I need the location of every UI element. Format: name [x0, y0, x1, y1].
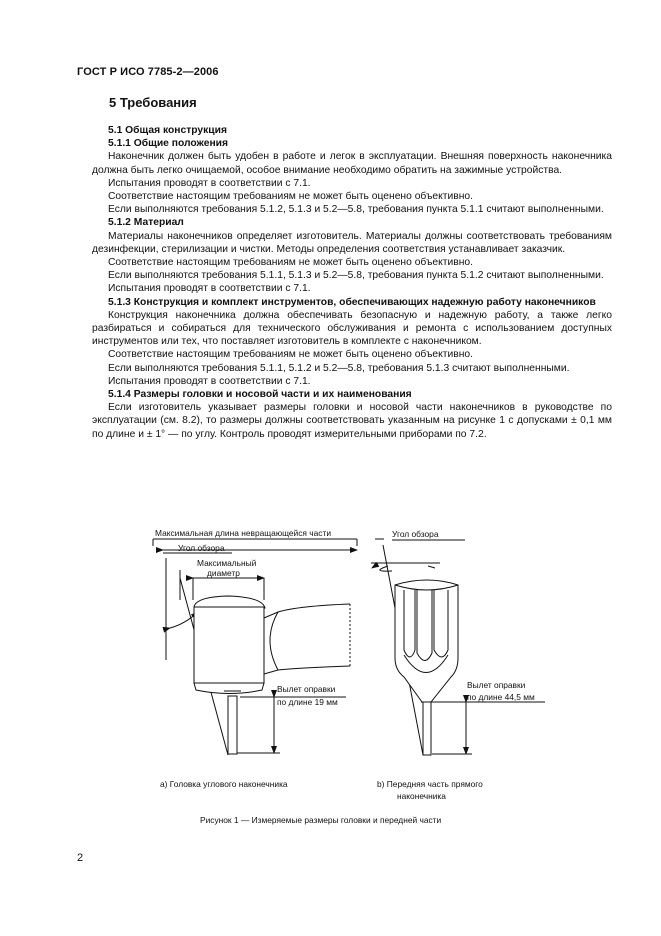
caption-b-line2: наконечника — [397, 791, 446, 801]
paragraph: Если изготовитель указывает размеры головки и носовой части наконечников в руководстве по эксплуатации (см. 8.2), то размеры должны соответствовать указанным на рисунке 1 с допусками ± 0,1 мм по длине и ± 1° — по углу. Контроль проводят измерительными приборами по 7.2. — [92, 402, 612, 440]
paragraph: Соответствие настоящим требованиям не может быть оценено объективно. — [108, 349, 473, 361]
label-extent-b-2: по длине 44,5 мм — [467, 692, 535, 702]
figure-title: Рисунок 1 — Измеряемые размеры головки и передней части — [200, 815, 442, 825]
paragraph: Конструкция наконечника должна обеспечивать безопасную и надежную работу, а также легко разбираться и собираться для технического обслуживания и ремонта с использованием доступных инструментов или тех, что поставляет изготовитель в комплекте с наконечником. — [92, 309, 612, 348]
caption-a: а) Головка углового наконечника — [160, 779, 288, 789]
subsection-heading: 5.1.3 Конструкция и комплект инструментов, обеспечивающих надежную работу наконечников — [108, 296, 596, 308]
paragraph: Испытания проводят в соответствии с 7.1. — [108, 375, 311, 387]
subsection-heading: 5.1.1 Общие положения — [108, 138, 228, 150]
paragraph: Если выполняются требования 5.1.1, 5.1.3 и 5.2—5.8, требования пункта 5.1.2 считают выполненными. — [108, 270, 604, 282]
label-max-length: Максимальная длина невращающейся части — [155, 528, 332, 538]
paragraph: Если выполняются требования 5.1.2, 5.1.3 и 5.2—5.8, требования пункта 5.1.1 считают выполненными. — [108, 204, 604, 216]
document-header: ГОСТ Р ИСО 7785-2—2006 — [77, 66, 219, 78]
paragraph: Соответствие настоящим требованиям не может быть оценено объективно. — [108, 191, 473, 203]
subsection-heading: 5.1.4 Размеры головки и носовой части и их наименования — [108, 389, 412, 401]
paragraph: Соответствие настоящим требованиям не может быть оценено объективно. — [108, 257, 473, 269]
label-max-diam-2: диаметр — [207, 568, 240, 578]
body-text — [92, 124, 612, 441]
page-number: 2 — [77, 852, 84, 864]
caption-b-line1: b) Передняя часть прямого — [377, 779, 483, 789]
paragraph: Наконечник должен быть удобен в работе и легок в эксплуатации. Внешняя поверхность наконечника должна быть легко очищаемой, особое внимание необходимо обратить на зажимные устройства. — [92, 151, 612, 176]
label-angle-b: Угол обзора — [392, 529, 439, 539]
label-extent-a-2: по длине 19 мм — [277, 697, 338, 707]
section-title: 5 Требования — [109, 95, 197, 110]
label-angle-a: Угол обзора — [178, 543, 225, 553]
label-extent-a-1: Вылет оправки — [277, 684, 336, 694]
subsection-heading: 5.1.2 Материал — [108, 217, 184, 229]
label-extent-b-1: Вылет оправки — [467, 680, 526, 690]
paragraph: Испытания проводят в соответствии с 7.1. — [108, 177, 311, 189]
paragraph: Испытания проводят в соответствии с 7.1. — [108, 283, 311, 295]
label-max-diam-1: Максимальный — [197, 558, 257, 568]
paragraph: Если выполняются требования 5.1.1, 5.1.2 и 5.2—5.8, требования 5.1.3 считают выполненными. — [108, 362, 570, 374]
paragraph: Материалы наконечников определяет изготовитель. Материалы должны соответствовать требованиям дезинфекции, стерилизации и чистки. Методы определения соответствия устанавливает заказчик. — [92, 230, 612, 255]
subsection-heading: 5.1 Общая конструкция — [108, 125, 227, 136]
